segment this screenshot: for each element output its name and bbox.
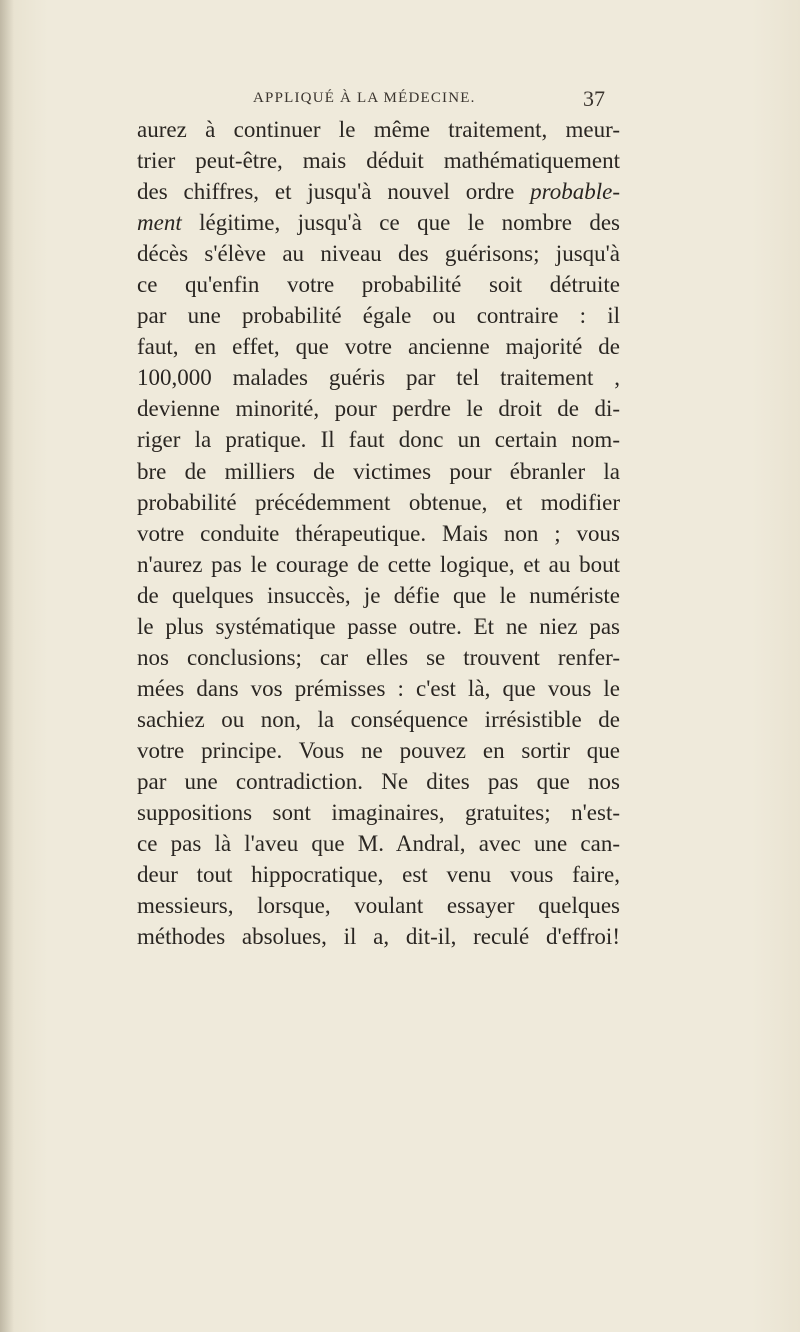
text-line: votre conduite thérapeutique. Mais non ; vous	[137, 520, 620, 546]
page-number: 37	[583, 86, 605, 111]
text-line: de quelques insuccès, je défie que le numériste	[137, 582, 620, 608]
text-line: probabilité précédemment obtenue, et modifier	[137, 489, 620, 515]
text-line: ce pas là l'aveu que M. Andral, avec une can-	[137, 831, 620, 857]
text-line: faut, en effet, que votre ancienne majorité de	[137, 334, 620, 360]
text-line: riger la pratique. Il faut donc un certain nom-	[137, 427, 620, 453]
page-header	[253, 86, 605, 116]
italic-word: probable-	[530, 179, 620, 205]
text-line: aurez à continuer le même traitement, meur-	[137, 117, 620, 142]
text-line: nos conclusions; car elles se trouvent renfer-	[137, 644, 620, 670]
text-line: mées dans vos prémisses : c'est là, que vous le	[137, 675, 620, 701]
text-line	[137, 207, 620, 238]
text-line: par une contradiction. Ne dites pas que nos	[137, 768, 620, 794]
text-line: deur tout hippocratique, est venu vous faire,	[137, 862, 620, 888]
text-line: devienne minorité, pour perdre le droit de di-	[137, 396, 620, 422]
text-line: le plus systématique passe outre. Et ne niez pas	[137, 613, 620, 639]
italic-word: ment	[137, 210, 182, 236]
text-line: messieurs, lorsque, voulant essayer quelques	[137, 893, 620, 919]
text-line: méthodes absolues, il a, dit-il, reculé d'effroi!	[137, 924, 620, 950]
text-line-start: des chiffres, et jusqu'à nouvel ordre	[137, 179, 515, 205]
text-line: suppositions sont imaginaires, gratuites; n'est-	[137, 800, 620, 826]
text-line: votre principe. Vous ne pouvez en sortir que	[137, 737, 620, 763]
text-line: décès s'élève au niveau des guérisons; jusqu'à	[137, 241, 620, 267]
text-line-rest: légitime, jusqu'à ce que le nombre des	[181, 210, 620, 236]
text-line: bre de milliers de victimes pour ébranler la	[137, 458, 620, 484]
body-text	[137, 114, 620, 952]
text-line: sachiez ou non, la conséquence irrésistible de	[137, 706, 620, 732]
text-line	[137, 176, 620, 207]
text-line: par une probabilité égale ou contraire : il	[137, 303, 620, 329]
text-line: n'aurez pas le courage de cette logique, et au bout	[137, 551, 620, 577]
binding-shadow	[0, 0, 14, 1332]
text-line: ce qu'enfin votre probabilité soit détruite	[137, 272, 620, 298]
text-line: 100,000 malades guéris par tel traitement ,	[137, 365, 620, 391]
text-line: trier peut-être, mais déduit mathématiquement	[137, 148, 620, 174]
running-head: APPLIQUÉ À LA MÉDECINE.	[253, 90, 476, 106]
